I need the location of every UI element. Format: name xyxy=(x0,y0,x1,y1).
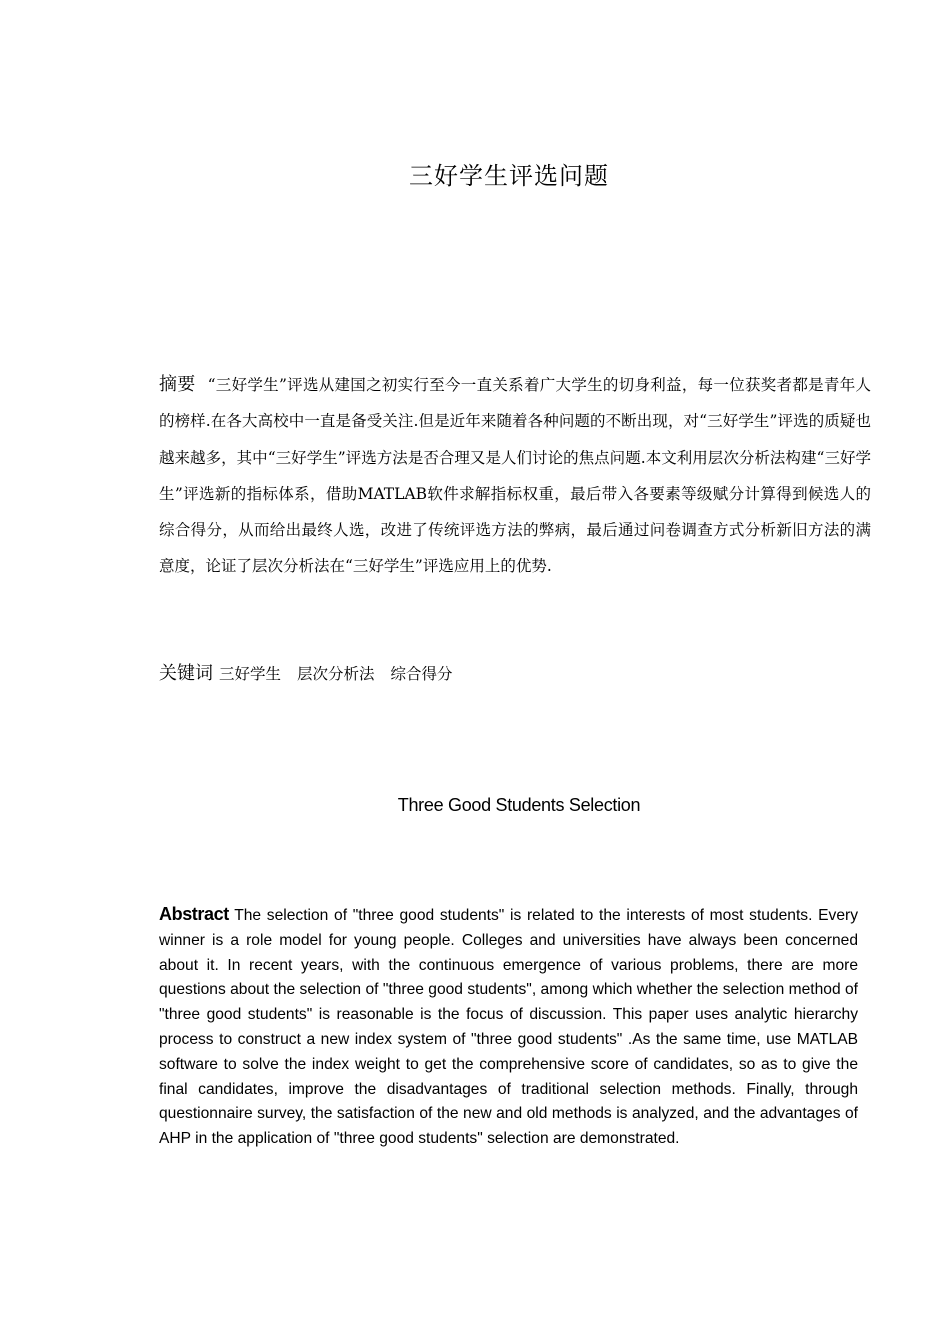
english-abstract xyxy=(159,902,858,1152)
chinese-abstract-label: 摘要 xyxy=(159,374,196,395)
chinese-title: 三好学生评选问题 xyxy=(409,162,609,190)
keyword: 层次分析法 xyxy=(297,665,375,683)
keyword: 三好学生 xyxy=(219,665,282,683)
chinese-abstract xyxy=(159,367,871,585)
chinese-abstract-text: “三好学生”评选从建国之初实行至今一直关系着广大学生的切身利益，每一位获奖者都是青年人的榜样.在各大高校中一直是备受关注.但是近年来随着各种问题的不断出现，对“三好学生”评选的质疑也越来越多，其中“三好学生”评选方法是否合理又是人们讨论的焦点问题.本文利用层次分析法构建“三好学生”评选新的指标体系，借助MATLAB软件求解指标权重，最后带入各要素等级赋分计算得到候选人的综合得分，从而给出最终人选，改进了传统评选方法的弊病，最后通过问卷调查方式分析新旧方法的满意度，论证了层次分析法在“三好学生”评选应用上的优势. xyxy=(159,376,871,576)
chinese-keywords-label: 关键词 xyxy=(159,663,213,684)
english-abstract-text: The selection of "three good students" is related to the interests of most students. Every winner is a role model for young people. Colleges and universities have always been concerned about it. In recent years, with the continuous emergence of various problems, there are more questions about the selection of "three good students", among which whether the selection method of "three good students" is reasonable is the focus of discussion. This paper uses analytic hierarchy process to construct a new index system of "three good students" .As the same time, use MATLAB software to solve the index weight to get the comprehensive score of candidates, so as to give the final candidates, improve the disadvantages of traditional selection methods. Finally, through questionnaire survey, the satisfaction of the new and old methods is analyzed, and the advantages of AHP in the application of "three good students" selection are demonstrated. xyxy=(159,907,858,1148)
keyword: 综合得分 xyxy=(390,665,453,683)
english-abstract-label: Abstract xyxy=(159,904,229,924)
english-title: Three Good Students Selection xyxy=(397,795,641,815)
chinese-keywords xyxy=(159,659,871,689)
